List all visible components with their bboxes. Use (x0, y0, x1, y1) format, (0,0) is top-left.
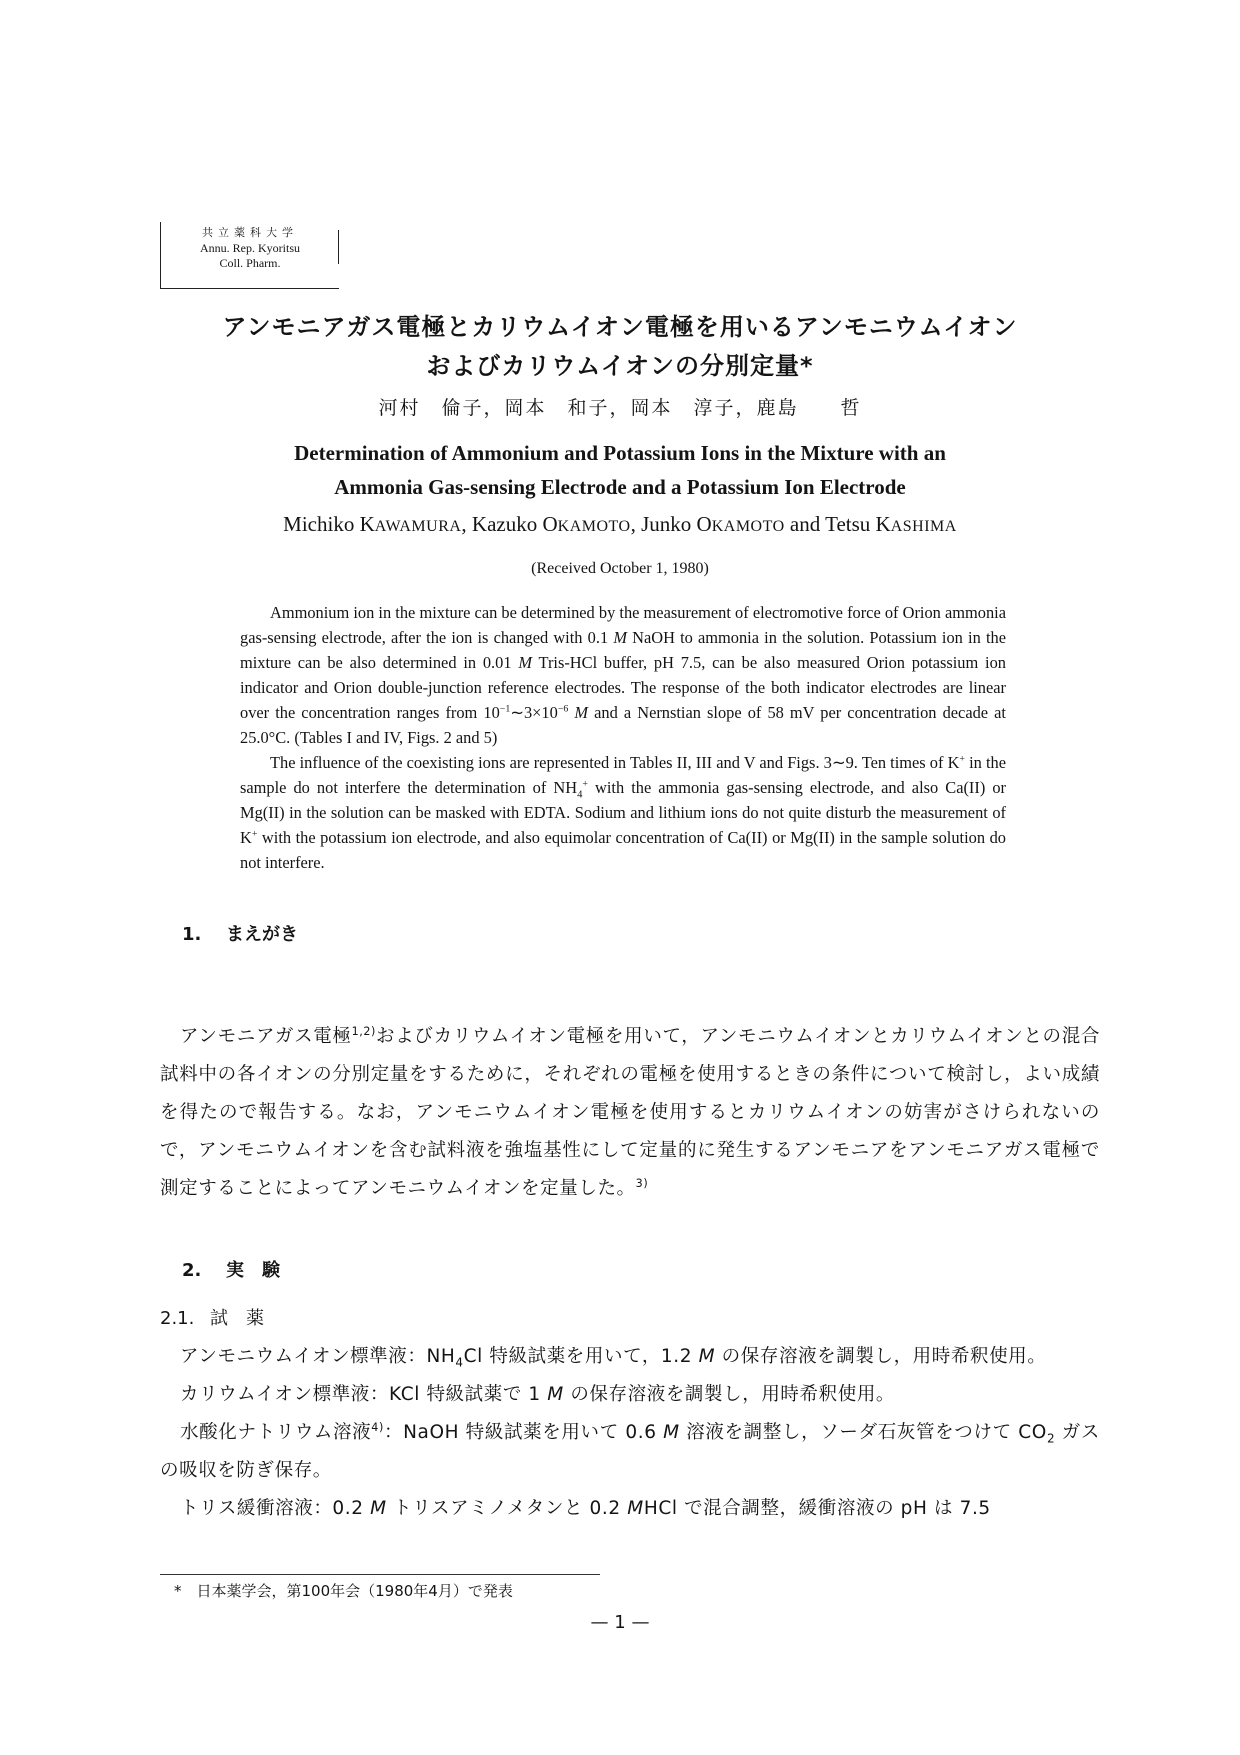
author-3-last-rest: KAMOTO (711, 518, 785, 535)
exponent: −6 (557, 703, 569, 715)
page-number: — 1 — (590, 1612, 650, 1633)
author-1-last-initial: K (359, 512, 375, 536)
author-1-first: Michiko (283, 512, 355, 536)
reagent-ammonium-standard (160, 1338, 1100, 1376)
author-3-first: Junko (641, 512, 692, 536)
stamp-institution: 共立薬科大学 (202, 227, 298, 239)
author-4-first: Tetsu (825, 512, 871, 536)
japanese-authors: 河村 倫子，岡本 和子，岡本 淳子，鹿島 哲 (378, 397, 862, 419)
charge: + (582, 778, 588, 790)
footnote: * 日本薬学会，第100年会（1980年4月）で発表 (174, 1582, 513, 1600)
body-text: およびカリウムイオン電極を用いて，アンモニウムイオンとカリウムイオンとの混合試料中の各イオンの分別定量をするために，それぞれの電極を使用するときの条件について検討し，よい成績を得たので報告する。なお，アンモニウムイオン電極を使用するとカリウムイオンの妨害がさけられないので，アンモニウムイオンを含む試料液を強塩基性にして定量的に発生するアンモニアをアンモニアガス電極で測定することによってアンモニウムイオンを定量した。 (160, 1026, 1100, 1199)
section-2-1-heading (160, 1304, 264, 1330)
body-text: Cl 特級試薬を用いて，1.2 (463, 1346, 699, 1367)
author-and: and (789, 512, 821, 536)
abstract-text: NaOH to ammonia in the solution. Potassium ion in the mixture can be also determined in 0.01 (240, 628, 1006, 672)
reagent-potassium-standard (160, 1376, 1100, 1414)
abstract-text: with the ammonia gas-sensing electrode, and also Ca(II) or Mg(II) in the solution can be masked with EDTA. Sodium and lithium ions do not quite disturb the measurement of K (240, 778, 1007, 847)
japanese-title (160, 308, 1080, 386)
molar-unit: M (547, 1384, 564, 1405)
section-1-body (160, 1018, 1100, 1208)
section-number: 1. (182, 924, 202, 945)
body-text: ：NaOH 特級試薬を用いて 0.6 (383, 1422, 664, 1443)
abstract-paragraph-2 (240, 750, 1006, 875)
body-text: HCl で混合調整，緩衝溶液の pH は 7.5 (643, 1498, 991, 1519)
section-number: 2.1. (160, 1308, 195, 1329)
citation: 3) (635, 1176, 649, 1190)
abstract-text: Ammonium ion in the mixture can be determined by the measurement of electromotive force of Orion ammonia gas-sensing electrode, after the ion is changed with 0.1 (240, 603, 1006, 647)
english-title-line1: Determination of Ammonium and Potassium Ions in the Mixture with an (294, 441, 946, 465)
section-1-paragraph (160, 1018, 1100, 1208)
subscript: 2 (1046, 1431, 1056, 1446)
section-title: 実 験 (226, 1260, 280, 1281)
body-text: トリスアミノメタンと 0.2 (386, 1498, 628, 1519)
citation: 4) (371, 1420, 384, 1434)
molar-unit: M (627, 1498, 644, 1519)
molar-unit: M (613, 628, 627, 647)
section-1-heading (182, 920, 298, 946)
author-sep-1: , (461, 512, 467, 536)
molar-unit: M (518, 653, 533, 672)
abstract-text: and a Nernstian slope of 58 mV per concentration decade at 25.0°C. (Tables I and IV, Figs. 2 and 5) (240, 703, 1006, 747)
japanese-title-line2: およびカリウムイオンの分別定量* (426, 352, 814, 380)
author-1-last-rest: AWAMURA (374, 518, 462, 535)
body-text: 水酸化ナトリウム溶液 (180, 1422, 372, 1443)
charge: + (959, 753, 965, 765)
footnote-divider (160, 1574, 600, 1575)
body-text: アンモニウムイオン標準液：NH (180, 1346, 456, 1367)
author-2-last-initial: O (542, 512, 558, 536)
section-number: 2. (182, 1260, 202, 1281)
stamp-journal: Annu. Rep. Kyoritsu (200, 241, 300, 255)
abstract (240, 600, 1006, 875)
english-authors (160, 512, 1080, 537)
body-text: アンモニアガス電極 (180, 1026, 352, 1047)
body-text: の保存溶液を調製し，用時希釈使用。 (715, 1346, 1047, 1367)
section-2-heading (182, 1256, 280, 1282)
section-title: 試 薬 (210, 1308, 264, 1329)
subscript: 4 (455, 1355, 464, 1370)
author-4-last-rest: ASHIMA (890, 518, 957, 535)
author-4-last-initial: K (875, 512, 891, 536)
molar-unit: M (370, 1498, 387, 1519)
exponent: −1 (499, 703, 511, 715)
subscript: 4 (577, 789, 583, 801)
english-title-line2: Ammonia Gas-sensing Electrode and a Potassium Ion Electrode (334, 475, 906, 499)
abstract-text: ∼3×10 (510, 703, 558, 722)
abstract-text: with the potassium ion electrode, and also equimolar concentration of Ca(II) or Mg(II) in the sample solution do not interfere. (240, 828, 1006, 872)
author-3-last-initial: O (696, 512, 712, 536)
stamp-college: Coll. Pharm. (219, 256, 281, 270)
received-date: (Received October 1, 1980) (531, 560, 709, 577)
author-sep-2: , (630, 512, 636, 536)
reagent-sodium-hydroxide (160, 1414, 1100, 1490)
body-text: カリウムイオン標準液：KCl 特級試薬で 1 (180, 1384, 548, 1405)
body-text: 溶液を調整し，ソーダ石灰管をつけて CO (679, 1422, 1047, 1443)
reagent-tris-buffer (160, 1490, 1100, 1528)
molar-unit: M (663, 1422, 680, 1443)
english-title (160, 436, 1080, 504)
charge: + (251, 828, 258, 840)
body-text: ガスの吸収を防ぎ保存。 (160, 1422, 1100, 1481)
journal-stamp (160, 222, 339, 289)
body-text: の保存溶液を調製し，用時希釈使用。 (563, 1384, 896, 1405)
author-2-last-rest: KAMOTO (557, 518, 631, 535)
citation: 1,2) (351, 1024, 376, 1038)
molar-unit: M (698, 1346, 716, 1367)
section-title: まえがき (226, 924, 298, 945)
abstract-text: in the sample do not interfere the determination of NH (240, 753, 1006, 797)
author-2-first: Kazuko (471, 512, 538, 536)
body-text: トリス緩衝溶液：0.2 (180, 1498, 371, 1519)
section-2-1-body (160, 1338, 1100, 1528)
molar-unit: M (574, 703, 589, 722)
abstract-text: The influence of the coexisting ions are represented in Tables II, III and V and Figs. 3∼9. Ten times of K (270, 753, 960, 772)
japanese-title-line1: アンモニアガス電極とカリウムイオン電極を用いるアンモニウムイオン (222, 313, 1018, 341)
abstract-paragraph-1 (240, 600, 1006, 750)
abstract-text: Tris-HCl buffer, pH 7.5, can be also measured Orion potassium ion indicator and Orion double-junction reference electrodes. The response of the both indicator electrodes are linear over the concentration ranges from 10 (240, 653, 1006, 722)
